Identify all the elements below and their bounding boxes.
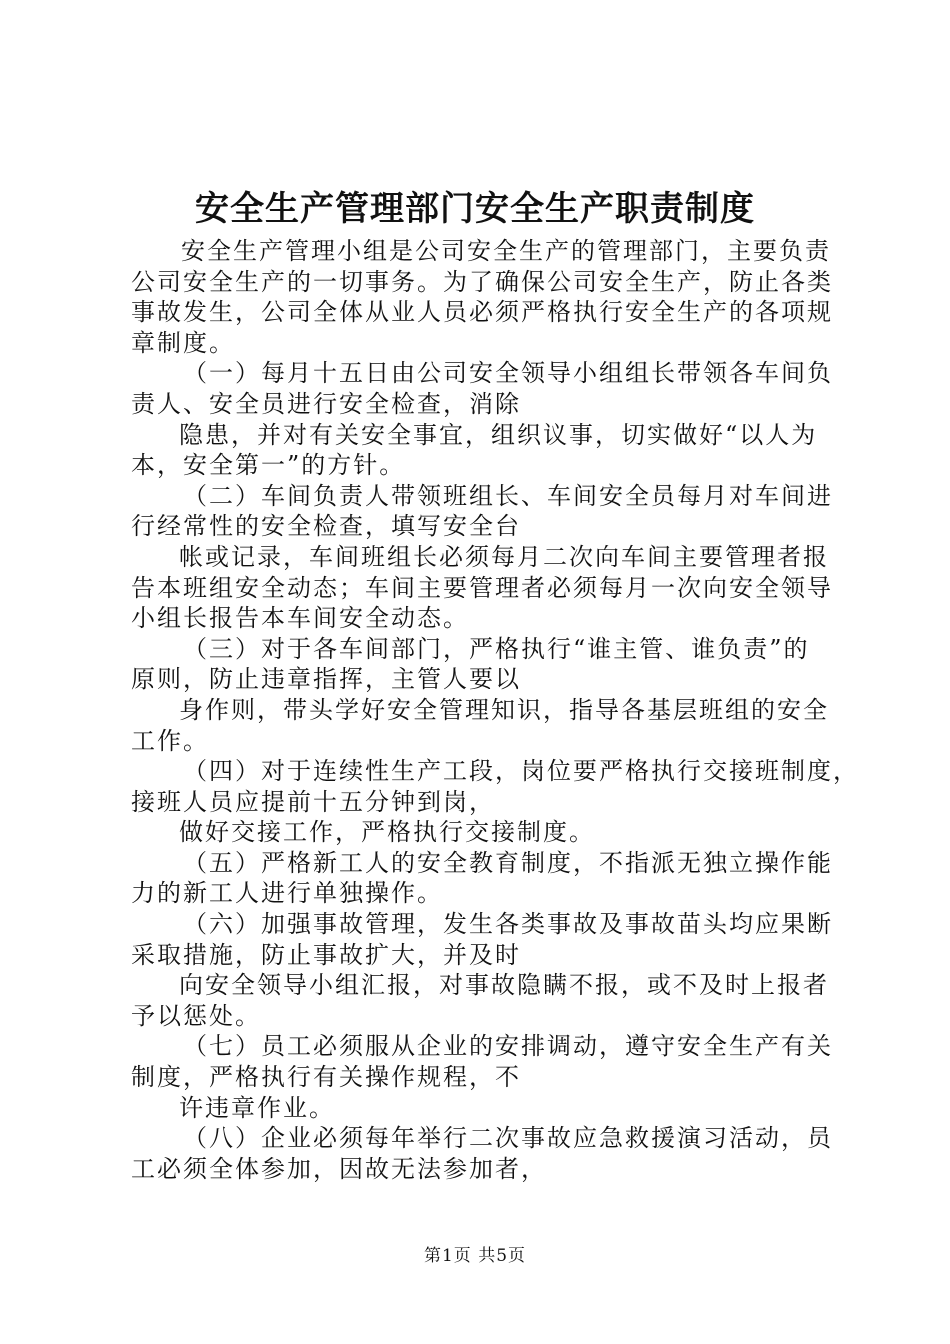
body-line: 行经常性的安全检查，填写安全台 [131, 512, 521, 541]
body-line: 安全生产管理小组是公司安全生产的管理部门，主要负责 [181, 237, 831, 265]
body-line: 制度，严格执行有关操作规程，不 [131, 1063, 521, 1092]
body-line: 许违章作业。 [179, 1093, 335, 1122]
body-line: （三）对于各车间部门，严格执行“谁主管、谁负责”的 [183, 634, 810, 663]
body-line: 原则，防止违章指挥，主管人要以 [131, 665, 521, 694]
body-line: （八）企业必须每年举行二次事故应急救援演习活动，员 [183, 1124, 833, 1153]
body-line: 告本班组安全动态；车间主要管理者必须每月一次向安全领导 [131, 573, 833, 602]
body-line: （七）员工必须服从企业的安排调动，遵守安全生产有关 [183, 1032, 833, 1061]
body-line: 帐或记录，车间班组长必须每月二次向车间主要管理者报 [179, 542, 829, 571]
body-line: 接班人员应提前十五分钟到岗， [131, 787, 495, 816]
body-line: 身作则，带头学好安全管理知识，指导各基层班组的安全 [179, 695, 829, 724]
body-line: 采取措施，防止事故扩大，并及时 [131, 940, 521, 969]
page-footer: 第1页 共5页 [423, 1246, 527, 1266]
body-line: （一）每月十五日由公司安全领导小组组长带领各车间负 [183, 359, 833, 388]
body-line: 工必须全体参加，因故无法参加者， [131, 1154, 547, 1183]
body-line: （五）严格新工人的安全教育制度，不指派无独立操作能 [183, 848, 833, 877]
body-line: （四）对于连续性生产工段，岗位要严格执行交接班制度， [183, 757, 859, 786]
body-line: 公司安全生产的一切事务。为了确保公司安全生产，防止各类 [131, 267, 833, 296]
body-line: 工作。 [131, 726, 209, 755]
body-line: 责人、安全员进行安全检查，消除 [131, 389, 521, 418]
body-line: 章制度。 [131, 328, 235, 357]
body-line: 做好交接工作，严格执行交接制度。 [179, 818, 595, 847]
body-line: 向安全领导小组汇报，对事故隐瞒不报，或不及时上报者 [179, 971, 829, 1000]
body-line: 予以惩处。 [131, 1001, 261, 1030]
body-line: 本，安全第一”的方针。 [131, 451, 406, 480]
body-line: 隐患，并对有关安全事宜，组织议事，切实做好“以人为 [179, 420, 818, 449]
body-line: 事故发生，公司全体从业人员必须严格执行安全生产的各项规 [131, 298, 833, 327]
body-line: （六）加强事故管理，发生各类事故及事故苗头均应果断 [183, 910, 833, 939]
body-line: （二）车间负责人带领班组长、车间安全员每月对车间进 [183, 481, 833, 510]
document-body [131, 236, 859, 1184]
body-line: 小组长报告本车间安全动态。 [131, 604, 469, 633]
document-title: 安全生产管理部门安全生产职责制度 [195, 189, 755, 229]
body-line: 力的新工人进行单独操作。 [131, 879, 443, 908]
